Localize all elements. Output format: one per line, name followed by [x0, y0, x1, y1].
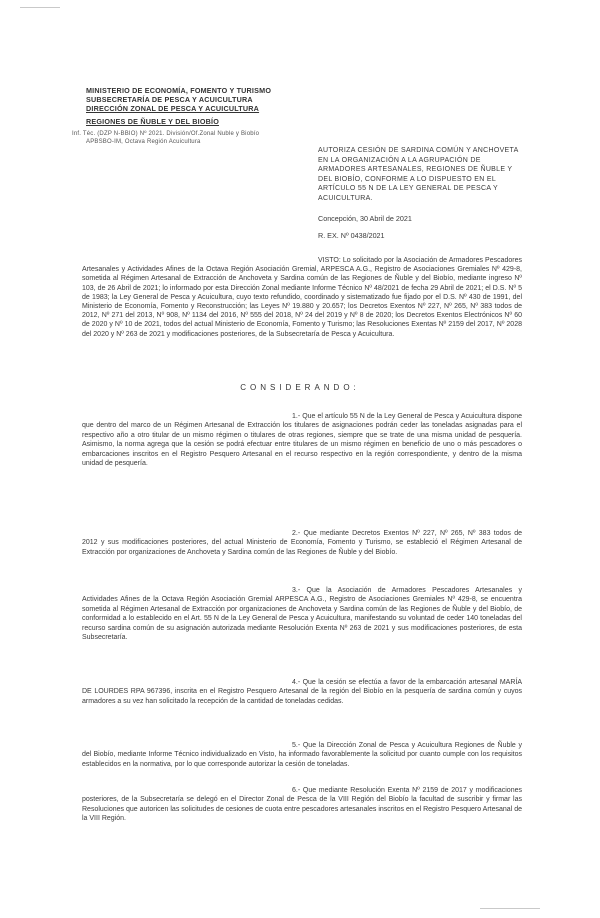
considerando-lead: 5.- Que la Dirección Zonal de Pesca y Acuicultura [292, 742, 453, 749]
considerando-item [82, 586, 522, 642]
header-ministry: MINISTERIO DE ECONOMÍA, FOMENTO Y TURISMO [86, 86, 272, 95]
considerando-lead: 3.- Que la Asociación de Armadores Pescadores [292, 587, 470, 594]
considerando-text: modificaciones posteriores, de la Subsecretaría se delegó en el Director Zonal de Pesca de la VIII Región del Biobío la facultad de suscribir y firmar las Resoluciones que autoricen las solicitudes de cesiones de cuota entre pescadores artesanales inscritos en el Registro Pesquero Artesanal de la VIII Región. [82, 787, 522, 823]
considerando-lead: 4.- Que la cesión se efectúa a favor de la embarcación [292, 679, 467, 686]
header-report-ref: Inf. Téc. (DZP Ñ-BBIO) Nº 2021. División/Of.Zonal Ñuble y Biobío [72, 131, 260, 137]
resolution-number: R. EX. Nº 0438/2021 [318, 231, 385, 240]
considerando-text: artesanal MARÍA DE LOURDES RPA 967396, inscrita en el Registro Pesquero Artesanal de la región del Biobío en la pesquería de sardina común y cuyos armadores a su vez han solicitado la recepción de la cantidad de toneladas cedidas. [82, 679, 522, 705]
resolution-reference: AUTORIZA CESIÓN DE SARDINA COMÚN Y ANCHOVETA EN LA ORGANIZACIÓN A LA AGRUPACIÓN DE ARMADORES ARTESANALES, REGIONES DE ÑUBLE Y DEL BIOBÍO, CONFORME A LO DISPUESTO EN EL ARTÍCULO 55 N DE LA LEY GENERAL DE PESCA Y ACUICULTURA. [318, 147, 519, 202]
considerando-text: Acuicultura dispone que dentro del marco de un Régimen Artesanal de Extracción los titulares de asignaciones podrán ceder las toneladas asignadas para el respectivo año a otro titular de un mismo régimen o titulares de otras regiones, siempre que se trate de una misma unidad de pesquería. Asimismo, la norma agrega que la cesión se podrá efectuar entre titulares de un mismo régimen en beneficio de uno o más pescadores o embarcaciones inscritos en el Registro Pesquero Artesanal en el recurso respectivo en la región correspondiente, y dentro de la misma unidad de pesquería. [82, 413, 523, 468]
considerando-text: 383 todos de 2012 y sus modificaciones posteriores, del actual Ministerio de Economía, Fomento y Turismo, se estableció el Régimen Artesanal de Extracción por organizaciones de Anchoveta y Sardina común de las Regiones de Ñuble y del Biobío. [82, 530, 523, 556]
header-subref: APBSBO-IM, Octava Región Acuicultura [86, 139, 201, 145]
scan-artifact [480, 908, 540, 909]
header-regions: REGIONES DE ÑUBLE Y DEL BIOBÍO [86, 117, 220, 126]
considerando-item [82, 412, 522, 468]
visto-paragraph: VISTO: Lo solicitado por la Asociación de Armadores Pescadores Artesanales y Actividades Afines de la Octava Región Asociación Gremial, ARPESCA A.G., Registro de Asociaciones Gremiales Nº 429-8, sometida al Régimen Artesanal de Extracción de Anchoveta y Sardina común de las Regiones de Ñuble y del Biobío, mediante ingreso Nº 103, de 26 Abril de 2021; lo informado por esta Dirección Zonal mediante Informe Técnico Nº 48/2021 de fecha 29 Abril de 2021; el D.S. Nº 5 de 1983; la Ley General de Pesca y Acuicultura, cuyo texto refundido, coordinado y sistematizado fue fijado por el D.S. Nº 430 de 1991, del Ministerio de Economía, Fomento y Reconstrucción; las Leyes Nº 19.880 y 20.657; los Decretos Exentos Nº 227, Nº 265, Nº 383 todos de 2012, Nº 271 del 2013, Nº 908, Nº 1134 del 2016, Nº 555 del 2018, Nº 24 del 2019 y Nº 8 de 2020; los Decretos Exentos Electrónicos Nº 60 de 2020 y Nº 10 de 2021, todos del actual Ministerio de Economía, Fomento y Turismo; las Resoluciones Exentas Nº 2159 del 2017, Nº 2028 del 2020 y Nº 263 de 2021 y modificaciones posteriores, de la Subsecretaría de Pesca y Acuicultura. [82, 257, 522, 338]
considerando-lead: 2.- Que mediante Decretos Exentos Nº 227, Nº 265, Nº [292, 530, 476, 537]
considerando-text: Regiones de Ñuble y del Biobío, mediante Informe Técnico individualizado en Visto, ha informado favorablemente la solicitud por cuanto cumple con los requisitos establecidos en la normativa, por lo que corresponde autorizar la cesión de toneladas. [82, 742, 522, 768]
header-subsecretary: SUBSECRETARÍA DE PESCA Y ACUICULTURA [86, 95, 253, 104]
section-title: CONSIDERANDO: [240, 383, 360, 392]
place-date: Concepción, 30 Abril de 2021 [318, 214, 412, 223]
considerando-lead: 6.- Que mediante Resolución Exenta Nº 2159 de 2017 y [292, 787, 473, 794]
considerando-item [82, 741, 522, 769]
considerando-text: Artesanales y Actividades Afines de la Octava Región Asociación Gremial ARPESCA A.G., Registro de Asociaciones Gremiales Nº 429-8, se encuentra sometida al Régimen Artesanal de Extracción por organizaciones de Anchoveta y Sardina común de las Regiones de Ñuble y del Biobío, de conformidad a lo establecido en el Art. 55 N de la Ley General de Pesca y Acuicultura, manifestando su voluntad de ceder 140 toneladas del recurso sardina común de su asignación autorizada mediante Resolución Exenta Nº 263 de 2021 y sus modificaciones posteriores, de esta Subsecretaría. [82, 587, 522, 642]
considerando-lead: 1.- Que el artículo 55 N de la Ley General de Pesca y [292, 413, 460, 420]
considerando-item [82, 529, 522, 557]
considerando-item [82, 786, 522, 824]
scan-artifact [20, 7, 60, 8]
header-zonal-direction: DIRECCIÓN ZONAL DE PESCA Y ACUICULTURA [86, 104, 260, 113]
considerando-item [82, 678, 522, 706]
